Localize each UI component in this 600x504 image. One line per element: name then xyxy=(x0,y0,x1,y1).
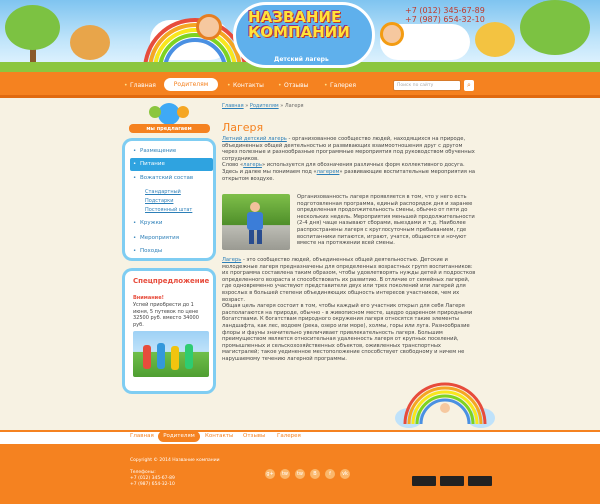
rainbow-decoration xyxy=(395,372,495,432)
sidebar-subitem-teens[interactable]: Подстарки xyxy=(145,198,174,204)
camp-photo xyxy=(222,194,290,250)
facebook-icon[interactable]: f xyxy=(325,469,335,479)
special-offer-text: Успей приобрести до 1 июня, 5 путевок по цене 32500 руб. вместо 34000 руб. xyxy=(133,302,199,328)
footer-nav-parents[interactable]: Родителям xyxy=(158,431,200,442)
nav-item-home[interactable]: • Главная xyxy=(124,82,156,89)
twitter-icon[interactable]: tw xyxy=(296,471,304,477)
sidebar-subitem-standard[interactable]: Стандартный xyxy=(145,189,181,195)
sidebar-item-clubs[interactable]: • Кружки xyxy=(130,217,213,230)
page-title: Лагеря xyxy=(222,121,264,134)
footer-nav-contacts[interactable]: Контакты xyxy=(205,433,234,439)
breadcrumb-current: Лагеря xyxy=(284,103,304,109)
counter-badge[interactable] xyxy=(440,476,464,486)
nav-item-gallery[interactable]: • Галерея xyxy=(324,82,356,89)
content-link[interactable]: лагерем xyxy=(316,168,340,175)
content-text: - организованное сообщество людей, находящихся на природе, объединенных общей деятельностью и развивающих взаимоотношения друг с другом через полезные и разнообразные программные мероприятия под руководством обученных сотрудников. xyxy=(222,136,475,162)
header-phone-2: +7 (987) 654-32-10 xyxy=(405,15,485,24)
sidebar-item-accommodation[interactable]: • Размещение xyxy=(130,145,213,158)
content-text: Слово « xyxy=(222,162,244,169)
counter-badge[interactable] xyxy=(412,476,436,486)
sidebar-item-counselors[interactable]: • Вожатский состав xyxy=(130,172,213,185)
blogger-icon[interactable]: B xyxy=(310,469,320,479)
footer xyxy=(0,444,600,504)
content-intro xyxy=(222,136,478,182)
twitter-icon[interactable]: tw xyxy=(281,471,289,477)
content-lower xyxy=(222,257,478,363)
content-text: » используется для обозначения различных форм коллективного досуга. Здесь и далее мы понимаем под « xyxy=(222,162,465,175)
special-offer-box xyxy=(122,268,216,394)
nav-item-label: Родителям xyxy=(173,81,209,88)
child-illustration xyxy=(196,14,222,40)
content-link[interactable]: Лагерь xyxy=(222,257,242,263)
tree xyxy=(475,22,515,57)
sidebar-item-events[interactable]: • Мероприятия xyxy=(130,232,213,245)
breadcrumb-home[interactable]: Главная xyxy=(222,103,244,109)
tree xyxy=(5,5,60,50)
search-icon: ⌕ xyxy=(467,81,471,89)
content-paragraph: Организованность лагеря проявляется в том, что у него есть подготовленная программа, единый распорядок дня и заранее определенная продолжительность смены, обычно от пяти до нескольких недель. Мероприятия меньшей продолжительности (2-4 дня) чаще называют сборами, выездами и т.д. Наиболее распространены лагеря с круглосуточным пребыванием, где воспитанники питаются, играют, учатся, общаются и ночуют вместе на протяжении всей смены. xyxy=(297,194,475,247)
googleplus-icon[interactable]: g+ xyxy=(266,471,274,477)
search-input[interactable]: Поиск по сайту xyxy=(393,80,461,91)
vk-icon[interactable]: vk xyxy=(340,469,350,479)
sidebar-menu xyxy=(122,138,216,261)
sidebar-item-food[interactable]: • Питание xyxy=(130,158,213,171)
breadcrumb: Главная » Родителям » Лагеря xyxy=(222,103,304,109)
footer-nav-reviews[interactable]: Отзывы xyxy=(243,433,266,439)
sidebar-item-hikes[interactable]: • Походы xyxy=(130,245,213,258)
content-text: - это сообщество людей, объединенных общей деятельностью. Детские и молодежные лагеря предназначены для определенных возрастных групп воспитанников: их программа составлена таким образом, чтобы удовлетворять нужды детей и подростков определенного возраста и способствовать их развитию. В отличие от семейных лагерей, где одновременно участвуют представители двух или трех поколений или лагерей для взрослых в большей степени объединяющих общность интересов участников, чем их возраст. xyxy=(222,257,476,303)
nav-item-parents[interactable] xyxy=(164,78,218,91)
content-link[interactable]: лагерь xyxy=(243,162,262,169)
sidebar-badge-label: мы предлагаем xyxy=(146,126,192,132)
child-illustration xyxy=(380,22,404,46)
footer-phone-1: +7 (012) 345-67-89 xyxy=(130,476,175,481)
special-offer-heading: Внимание! xyxy=(133,295,164,301)
breadcrumb-parents[interactable]: Родителям xyxy=(249,103,279,109)
counter-badge[interactable] xyxy=(468,476,492,486)
special-offer-photo xyxy=(133,331,209,377)
footer-nav-home[interactable]: Главная xyxy=(130,433,154,439)
content-text: » развивающие воспитательные мероприятия на открытом воздухе. xyxy=(222,168,476,182)
search-button[interactable] xyxy=(464,80,474,91)
tagline: Детский лагерь xyxy=(274,56,329,63)
copyright: Copyright © 2014 Название компании xyxy=(130,458,220,463)
company-logo[interactable]: НАЗВАНИЕ КОМПАНИИ xyxy=(248,8,350,41)
tree xyxy=(520,0,590,55)
content-text: Общая цель лагеря состоит в том, чтобы каждый его участник открыл для себя Лагеря располагаются на природе, обычно - в живописном месте, щедро одаренном природными богатствами. К богатствам природного окружения лагеря относятся такие элементы ландшафта, как лес, водоем (река, озеро или море), холмы, горы или луга. Разнообразие флоры и фауны значительно увеличивает привлекательность лагеря. Большим преимуществом является относительная удаленность лагеря от крупных поселений, промышленных и сельскохозяйственных объектов, оживленных транспортных магистралей; такое уединенное местоположение способствует свободному и ничем не нарушаемому течению лагерной программы. xyxy=(222,303,473,362)
nav-item-contacts[interactable]: • Контакты xyxy=(227,82,264,89)
tree xyxy=(70,25,110,60)
header-phone-1: +7 (012) 345-67-89 xyxy=(405,6,485,15)
content-link[interactable]: Летний детский лагерь xyxy=(222,136,287,142)
footer-nav-gallery[interactable]: Галерея xyxy=(277,433,301,439)
sidebar-subitem-staff[interactable]: Постоянный штат xyxy=(145,207,193,213)
nav-item-reviews[interactable]: • Отзывы xyxy=(278,82,308,89)
footer-phones-label: Телефоны: xyxy=(130,470,156,475)
footer-phone-2: +7 (987) 654-32-10 xyxy=(130,482,175,487)
special-offer-title: Спецпредложение xyxy=(133,277,210,285)
